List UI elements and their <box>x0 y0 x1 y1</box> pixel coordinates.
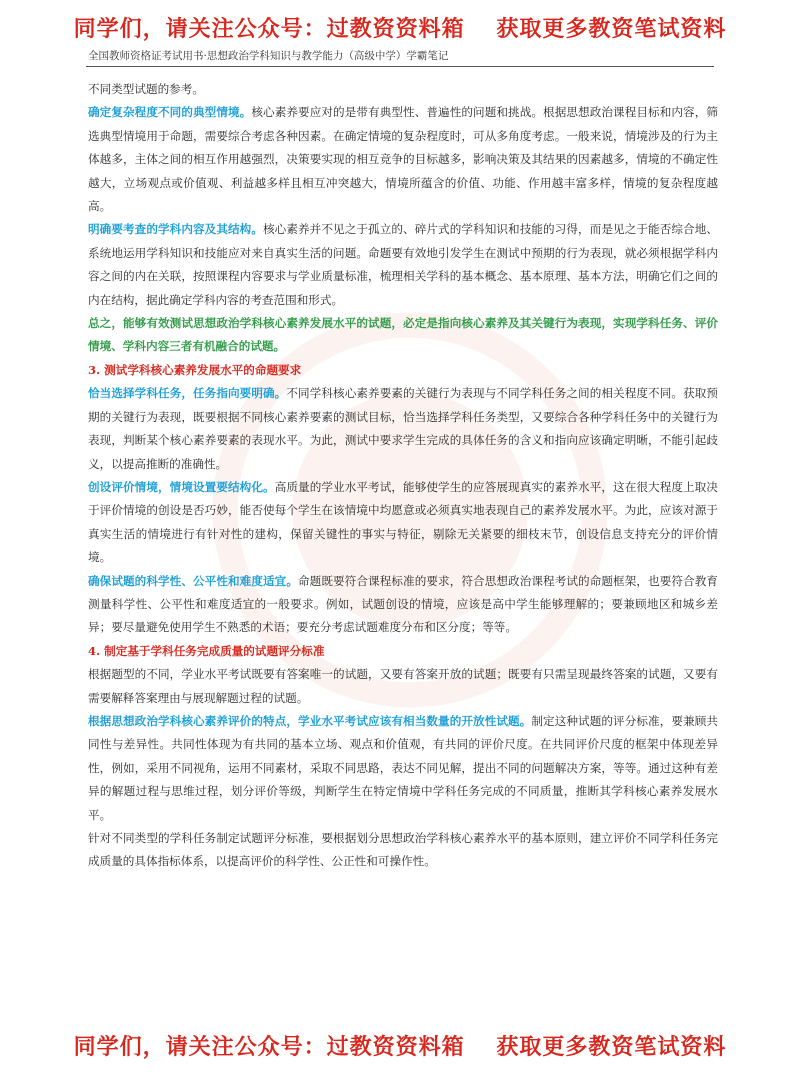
paragraph-text: 不同学科核心素养要素的关键行为表现与不同学科任务之间的相关程度不同。获取预期的关键行为表现，既要根据不同核心素养要素的测试目标，恰当选择学科任务类型，又要综合各种学科任务中的关键行为表现，判断某个核心素养要素的表现水平。为此，测试中要求学生完成的具体任务的含义和指向应该确定明晰，不能引起歧义，以提高推断的准确性。 <box>88 386 718 471</box>
body-paragraph <box>88 663 718 710</box>
body-paragraph <box>88 827 718 874</box>
paragraph-text: 制定这种试题的评分标准，要兼顾共同性与差异性。共同性体现为有共同的基本立场、观点和价值观，有共同的评价尺度。在共同评价尺度的框架中体现差异性，例如，采用不同视角，运用不同素材，采取不同思路，表达不同见解，提出不同的问题解决方案，等等。通过这种有差异的解题过程与思维过程，划分评价等级，判断学生在特定情境中学科任务完成的不同质量，推断其学科核心素养发展水平。 <box>88 713 718 822</box>
body-paragraph <box>88 710 718 827</box>
section-heading: 3. 测试学科核心素养发展水平的命题要求 <box>88 362 302 377</box>
body-paragraph <box>88 570 718 640</box>
paragraph-text: 高质量的学业水平考试，能够使学生的应答展现真实的素养水平，这在很大程度上取决于评价情境的创设是否巧妙，能否使每个学生在该情境中均愿意或必须真实地表现自己的素养发展水平。为此，应该对源于真实生活的情境进行有针对性的建构，保留关键性的事实与特征，剔除无关紧要的细枝末节，创设信息支持充分的评价情境。 <box>88 479 718 565</box>
document-body <box>88 78 718 874</box>
key-phrase: 确定复杂程度不同的典型情境。 <box>88 105 252 120</box>
section-heading: 4. 制定基于学科任务完成质量的试题评分标准 <box>88 643 325 658</box>
paragraph-text: 核心素养要应对的是带有典型性、普遍性的问题和挑战。根据思想政治课程目标和内容，筛选典型情境用于命题，需要综合考虑各种因素。在确定情境的复杂程度时，可从多角度考虑。一般来说，情境涉及的行为主体越多，主体之间的相互作用越强烈，决策要实现的相互竞争的目标越多，影响决策及其结果的因素越多，情境的不确定性越大，立场观点或价值观、利益越多样且相互冲突越大，情境所蕴含的价值、功能、作用越丰富多样，情境的复杂程度越高。 <box>88 105 718 214</box>
key-phrase: 明确要考查的学科内容及其结构。 <box>88 222 264 237</box>
key-phrase: 恰当选择学科任务，任务指向要明确。 <box>88 386 287 401</box>
paragraph-text: 命题既要符合课程标准的要求，符合思想政治课程考试的命题框架，也要符合教育测量科学性、公平性和难度适宜的一般要求。例如，试题创设的情境，应该是高中学生能够理解的；要兼顾地区和城乡差异；要尽量避免使用学生不熟悉的术语；要充分考虑试题难度分布和区分度；等等。 <box>88 573 718 635</box>
body-paragraph <box>88 476 718 570</box>
promo-banner-bottom: 同学们，请关注公众号：过教资资料箱 获取更多教资笔试资料 <box>73 1034 727 1060</box>
key-phrase: 根据思想政治学科核心素养评价的特点，学业水平考试应该有相当数量的开放性试题。 <box>88 713 532 728</box>
body-paragraph <box>88 101 718 218</box>
body-paragraph <box>88 218 718 312</box>
summary-paragraph: 总之，能够有效测试思想政治学科核心素养发展水平的试题，必定是指向核心素养及其关键行为表现，实现学科任务、评价情境、学科内容三者有机融合的试题。 <box>88 316 718 354</box>
paragraph-text: 针对不同类型的学科任务制定试题评分标准，要根据划分思想政治学科核心素养水平的基本原则，建立评价不同学科任务完成质量的具体指标体系，以提高评价的科学性、公正性和可操作性。 <box>88 831 718 869</box>
key-phrase: 确保试题的科学性、公平性和难度适宜。 <box>88 573 299 588</box>
body-paragraph <box>88 382 718 476</box>
paragraph-text: 根据题型的不同，学业水平考试既要有答案唯一的试题，又要有答案开放的试题；既要有只需呈现最终答案的试题，又要有需要解释答案理由与展现解题过程的试题。 <box>88 667 718 705</box>
header-divider <box>86 66 714 67</box>
paragraph-text: 不同类型试题的参考。 <box>88 82 204 96</box>
book-subtitle: 全国教师资格证考试用书·思想政治学科知识与教学能力（高级中学）学霸笔记 <box>88 50 449 62</box>
promo-banner-top: 同学们，请关注公众号：过教资资料箱 获取更多教资笔试资料 <box>73 16 727 42</box>
paragraph-text: 核心素养并不见之于孤立的、碎片式的学科知识和技能的习得，而是见之于能否综合地、系统地运用学科知识和技能应对来自真实生活的问题。命题要有效地引发学生在测试中预期的行为表现，就必须根据学科内容之间的内在关联，按照课程内容要求与学业质量标准，梳理相关学科的基本概念、基本原理、基本方法，明确它们之间的内在结构，据此确定学科内容的考查范围和形式。 <box>88 222 718 307</box>
key-phrase: 创设评价情境，情境设置要结构化。 <box>88 479 275 494</box>
body-paragraph <box>88 78 718 101</box>
